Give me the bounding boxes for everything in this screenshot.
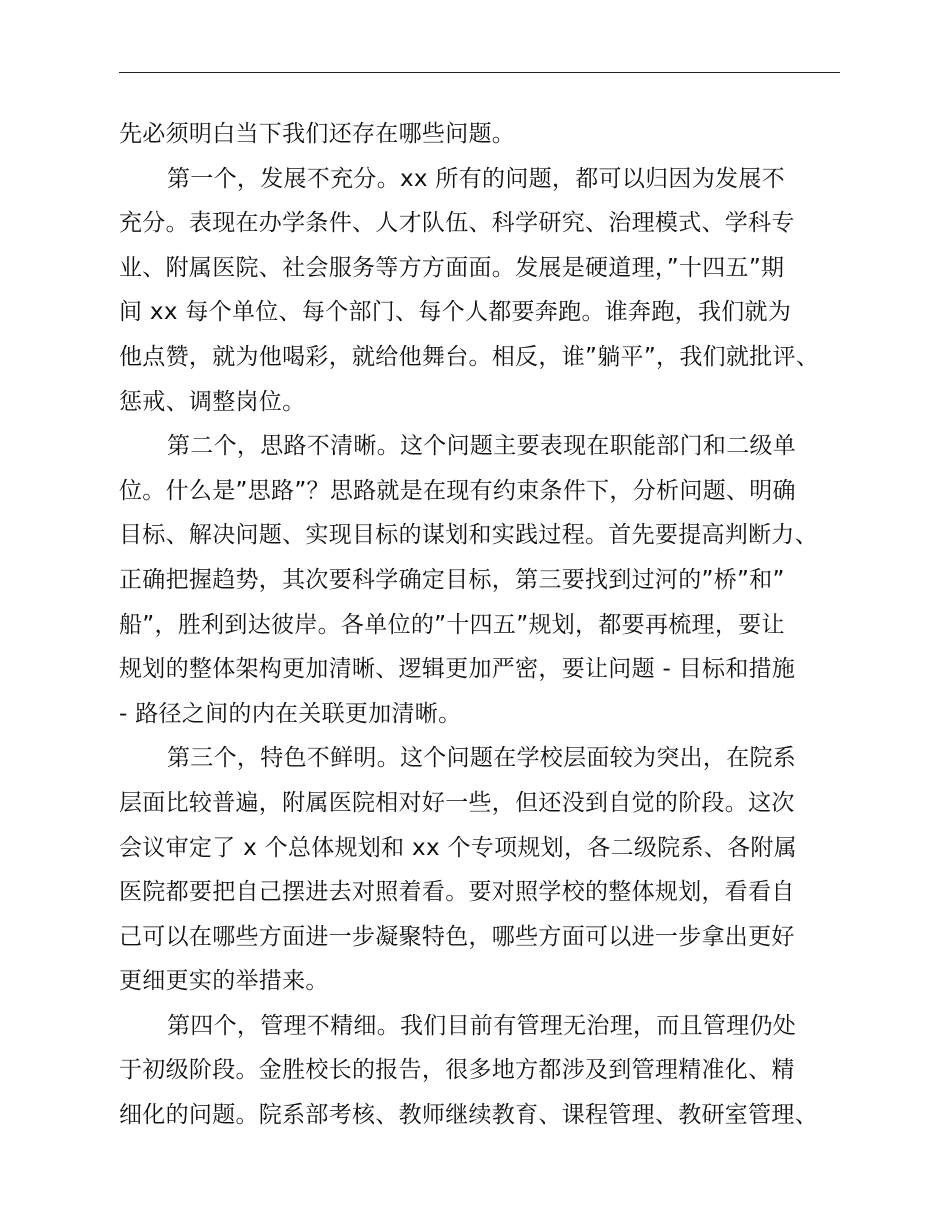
paragraph-first-line: 第三个，特色不鲜明。这个问题在学校层面较为突出，在院系 [167, 745, 797, 772]
text-line: 己可以在哪些方面进一步凝聚特色，哪些方面可以进一步拿出更好 [119, 923, 795, 950]
text-line: 于初级阶段。金胜校长的报告，很多地方都涉及到管理精准化、精 [119, 1057, 795, 1084]
text-line: 先必须明白当下我们还存在哪些问题。 [119, 121, 516, 147]
text-line: 间 xx 每个单位、每个部门、每个人都要奔跑。谁奔跑，我们就为 [119, 299, 792, 326]
text-line: 位。什么是”思路”？思路就是在现有约束条件下，分析问题、明确 [119, 477, 796, 504]
paragraph-first-line: 第四个，管理不精细。我们目前有管理无治理，而且管理仍处 [167, 1012, 797, 1039]
text-line: 更细更实的举措来。 [119, 968, 329, 995]
text-line: 会议审定了 x 个总体规划和 xx 个专项规划，各二级院系、各附属 [119, 834, 797, 861]
text-line: 船”，胜利到达彼岸。各单位的”十四五”规划，都要再梳理，要让 [119, 611, 785, 638]
text-line: 层面比较普遍，附属医院相对好一些，但还没到自觉的阶段。这次 [119, 789, 795, 816]
text-line: 业、附属医院、社会服务等方方面面。发展是硬道理，”十四五”期 [119, 254, 785, 281]
text-line: 充分。表现在办学条件、人才队伍、科学研究、治理模式、学科专 [119, 210, 795, 237]
text-line: 规划的整体架构更加清晰、逻辑更加严密，要让问题 - 目标和措施 [119, 656, 796, 683]
text-line: 目标、解决问题、实现目标的谋划和实践过程。首先要提高判断力、 [119, 522, 818, 549]
text-line: 惩戒、调整岗位。 [119, 388, 306, 415]
document-body [119, 112, 844, 1138]
paragraph-first-line: 第二个，思路不清晰。这个问题主要表现在职能部门和二级单 [167, 433, 797, 460]
text-line: 医院都要把自己摆进去对照着看。要对照学校的整体规划，看看自 [119, 879, 795, 906]
text-line: 他点赞，就为他喝彩，就给他舞台。相反，谁”躺平”，我们就批评、 [119, 343, 820, 370]
text-line: 正确把握趋势，其次要科学确定目标，第三要找到过河的”桥”和” [119, 566, 785, 593]
text-line: 细化的问题。院系部考核、教师继续教育、课程管理、教研室管理、 [119, 1102, 818, 1129]
text-line: - 路径之间的内在关联更加清晰。 [119, 700, 462, 727]
paragraph-first-line: 第一个，发展不充分。xx 所有的问题，都可以归因为发展不 [167, 165, 785, 192]
header-rule [119, 72, 840, 73]
